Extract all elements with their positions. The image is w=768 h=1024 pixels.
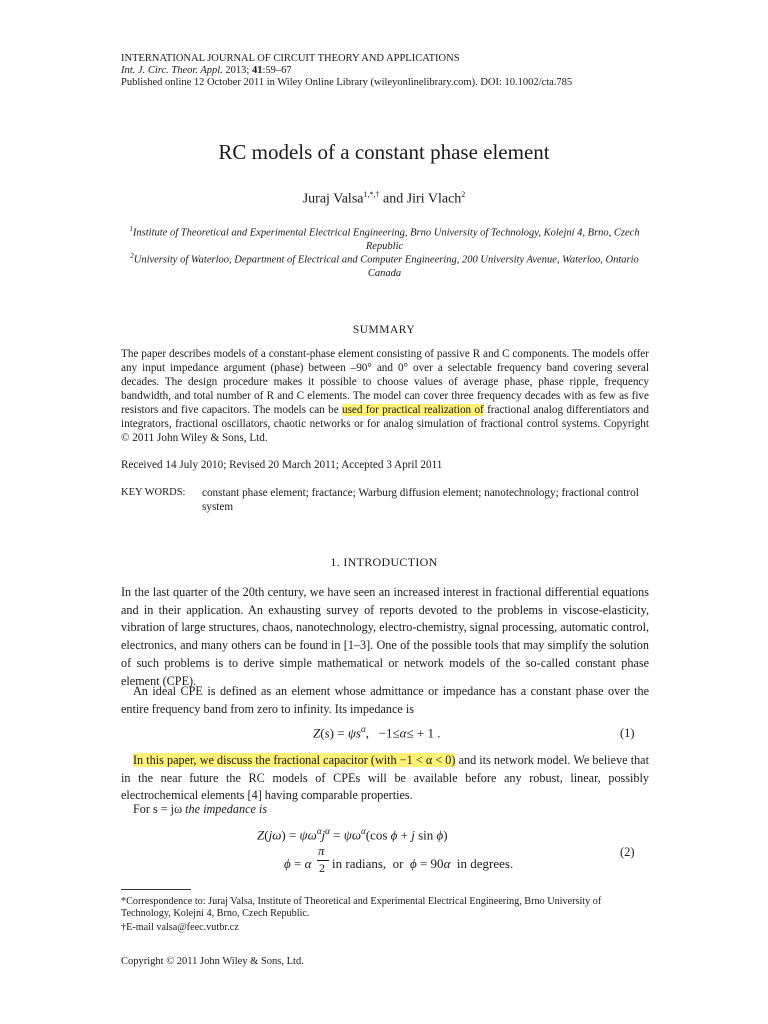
abstract-highlight: used for practical realization of (341, 404, 484, 416)
journal-name: INTERNATIONAL JOURNAL OF CIRCUIT THEORY AND APPLICATIONS (121, 53, 460, 64)
summary-heading: SUMMARY (352, 324, 416, 336)
intro-paragraph-2: An ideal CPE is defined as an element whose admittance or impedance has a constant phase over the entire frequency band from zero to infinity. Its impedance is (121, 684, 649, 716)
author-connector: and (379, 191, 407, 207)
paragraph-3-rest: and its network model. We believe that in the near future the RC models of CPEs will be available before any robust, linear, possibly electrochemical elements [4] having comparable properties. (121, 753, 649, 803)
journal-citation (121, 65, 292, 77)
author-1-marks: 1,*,† (363, 190, 380, 199)
author-line (0, 190, 768, 208)
affiliation-2-text: University of Waterloo, Department of Electrical and Computer Engineering, 200 University Avenue, Waterloo, Ontario Canada (133, 254, 639, 279)
author-1: Juraj Valsa (302, 191, 364, 207)
section-heading: 1. INTRODUCTION (330, 555, 438, 569)
publication-info: Published online 12 October 2011 in Wiley Online Library (wileyonlinelibrary.com). DOI: 10.1002/cta.785 (121, 77, 573, 88)
footnote-correspondence: *Correspondence to: Juraj Valsa, Institute of Theoretical and Experimental Electrical Engineering, Brno University of Technology, Kolejní 4, Brno, Czech Republic. (121, 896, 602, 919)
equation-1: $Z(s) = \psi s^\alpha$, −1≤α≤ + 1 . (313, 724, 441, 741)
page-copyright: Copyright © 2011 John Wiley & Sons, Ltd. (121, 956, 304, 967)
affiliation-2 (121, 250, 648, 280)
equation-2-line-1: $Z(j\omega) = \psi\omega^\alpha j^\alpha = \psi\omega^\alpha(\cos$ ϕ + j sin ϕ) (257, 826, 448, 843)
affiliation-2-mark: 2 (130, 252, 134, 260)
equation-2-number: (2) (620, 845, 635, 859)
equation-2-line-2: ϕ = α π 2 (284, 840, 404, 880)
paragraph-3-highlight: In this paper, we discuss the fractional capacitor (with −1 < α < 0) (133, 753, 456, 767)
intro-paragraph-1: In the last quarter of the 20th century, we have seen an increased interest in fractional differential equations and in their application. An exhausting survey of reports devoted to the problems in viscose-elasticity, vibration of large structures, chaos, nanotechnology, electro-chemistry, signal processing, automatic control, electronics, and many others can be found in [1–3]. One of the possible tools that may simplify the solution of such problems is to derive simple mathematical or network models of the so-called constant phase element (CPE). (121, 585, 649, 688)
citation-volume: 41 (251, 65, 263, 76)
citation-journal-abbrev: Int. J. Circ. Theor. Appl. (121, 65, 223, 76)
author-2-marks: 2 (461, 190, 466, 199)
affiliation-1-mark: 1 (129, 225, 133, 233)
received-dates: Received 14 July 2010; Revised 20 March 2011; Accepted 3 April 2011 (121, 459, 443, 471)
keywords-label: KEY WORDS: (121, 487, 186, 498)
paragraph-4-italic: the impedance is (182, 802, 268, 816)
paragraph-4-plain: For s = jω (133, 802, 183, 816)
intro-paragraph-3 (121, 752, 649, 805)
author-2: Jiri Vlach (406, 191, 462, 207)
citation-year: 2013; (222, 65, 252, 76)
keywords-text: constant phase element; fractance; Warburg diffusion element; nanotechnology; fractional control system (202, 487, 639, 513)
citation-pages: :59–67 (262, 65, 292, 76)
footnote-rule (121, 889, 191, 890)
equation-1-number: (1) (620, 726, 635, 740)
intro-paragraph-4 (121, 801, 649, 819)
affiliation-1 (121, 223, 648, 253)
footnote-email: †E-mail valsa@feec.vutbr.cz (121, 922, 239, 933)
abstract-text (121, 347, 649, 445)
equation-2-degrees: in radians, or ϕ = 90α in degrees. (332, 856, 514, 871)
abstract-part-1: The paper describes models of a constant-phase element consisting of passive R and C components. The models offer any input impedance argument (phase) between –90° and 0° over a selectable frequency band covering several decades. The design procedure makes it possible to choose values of average phase, phase ripple, frequency bandwidth, and total number of R and C elements. The model can cover three frequency decades with as few as five resistors and five capacitors. The models can be (121, 348, 649, 416)
abstract-part-2: fractional analog differentiators and integrators, fractional oscillators, chaotic networks or for analog simulation of fractional control systems. Copyright © 2011 John Wiley & Sons, Ltd. (121, 404, 649, 444)
paper-title: RC models of a constant phase element (218, 140, 550, 164)
affiliation-1-text: Institute of Theoretical and Experimental Electrical Engineering, Brno University of Technology, Kolejní 4, Brno, Czech Republic (132, 227, 640, 252)
